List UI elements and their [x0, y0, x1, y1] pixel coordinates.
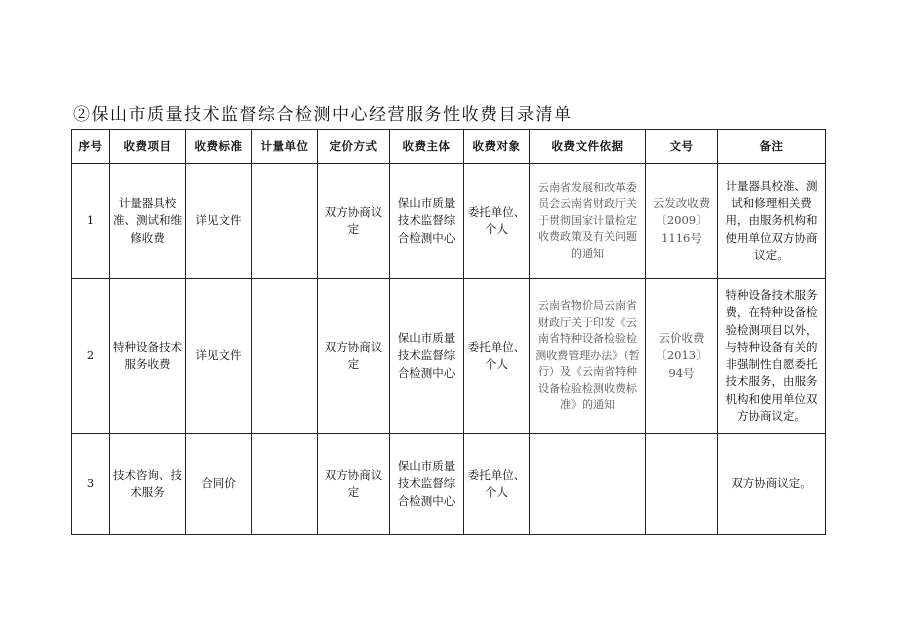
cell-subject: 保山市质量技术监督综合检测中心 [390, 434, 464, 535]
cell-pricing: 双方协商议定 [318, 164, 390, 279]
cell-basis [530, 434, 646, 535]
cell-unit [252, 279, 318, 434]
cell-item: 技术咨询、技术服务 [110, 434, 186, 535]
cell-subject: 保山市质量技术监督综合检测中心 [390, 164, 464, 279]
cell-target: 委托单位、个人 [464, 434, 530, 535]
cell-docno: 云价收费〔2013〕94号 [646, 279, 718, 434]
cell-pricing: 双方协商议定 [318, 434, 390, 535]
cell-docno: 云发改收费〔2009〕1116号 [646, 164, 718, 279]
cell-note: 计量器具校准、测试和修理相关费用，由服务机构和使用单位双方协商议定。 [718, 164, 826, 279]
cell-standard: 详见文件 [186, 279, 252, 434]
cell-note: 双方协商议定。 [718, 434, 826, 535]
page-title: ②保山市质量技术监督综合检测中心经营服务性收费目录清单 [73, 105, 573, 125]
cell-target: 委托单位、个人 [464, 164, 530, 279]
cell-basis: 云南省发展和改革委员会云南省财政厅关于贯彻国家计量检定收费政策及有关问题的通知 [530, 164, 646, 279]
header-cell-no: 序号 [72, 130, 110, 164]
header-cell-note: 备注 [718, 130, 826, 164]
header-cell-pricing: 定价方式 [318, 130, 390, 164]
cell-item: 特种设备技术服务收费 [110, 279, 186, 434]
cell-docno [646, 434, 718, 535]
table-header-row [72, 130, 826, 164]
cell-no: 2 [72, 279, 110, 434]
header-cell-unit: 计量单位 [252, 130, 318, 164]
header-cell-basis: 收费文件依据 [530, 130, 646, 164]
cell-unit [252, 434, 318, 535]
cell-standard: 合同价 [186, 434, 252, 535]
header-cell-docno: 文号 [646, 130, 718, 164]
cell-unit [252, 164, 318, 279]
cell-no: 3 [72, 434, 110, 535]
table-row [72, 279, 826, 434]
cell-item: 计量器具校准、测试和维修收费 [110, 164, 186, 279]
cell-no: 1 [72, 164, 110, 279]
cell-basis: 云南省物价局云南省财政厅关于印发《云南省特种设备检验检测收费管理办法》（暂行）及《云南省特种设备检验检测收费标准》的通知 [530, 279, 646, 434]
header-cell-target: 收费对象 [464, 130, 530, 164]
header-cell-item: 收费项目 [110, 130, 186, 164]
header-cell-subject: 收费主体 [390, 130, 464, 164]
cell-standard: 详见文件 [186, 164, 252, 279]
cell-note: 特种设备技术服务费，在特种设备检验检测项目以外，与特种设备有关的非强制性自愿委托技术服务，由服务机构和使用单位双方协商议定。 [718, 279, 826, 434]
table-row [72, 164, 826, 279]
cell-target: 委托单位、个人 [464, 279, 530, 434]
table-row [72, 434, 826, 535]
header-cell-standard: 收费标准 [186, 130, 252, 164]
cell-pricing: 双方协商议定 [318, 279, 390, 434]
fee-catalog-table [71, 129, 826, 535]
cell-subject: 保山市质量技术监督综合检测中心 [390, 279, 464, 434]
